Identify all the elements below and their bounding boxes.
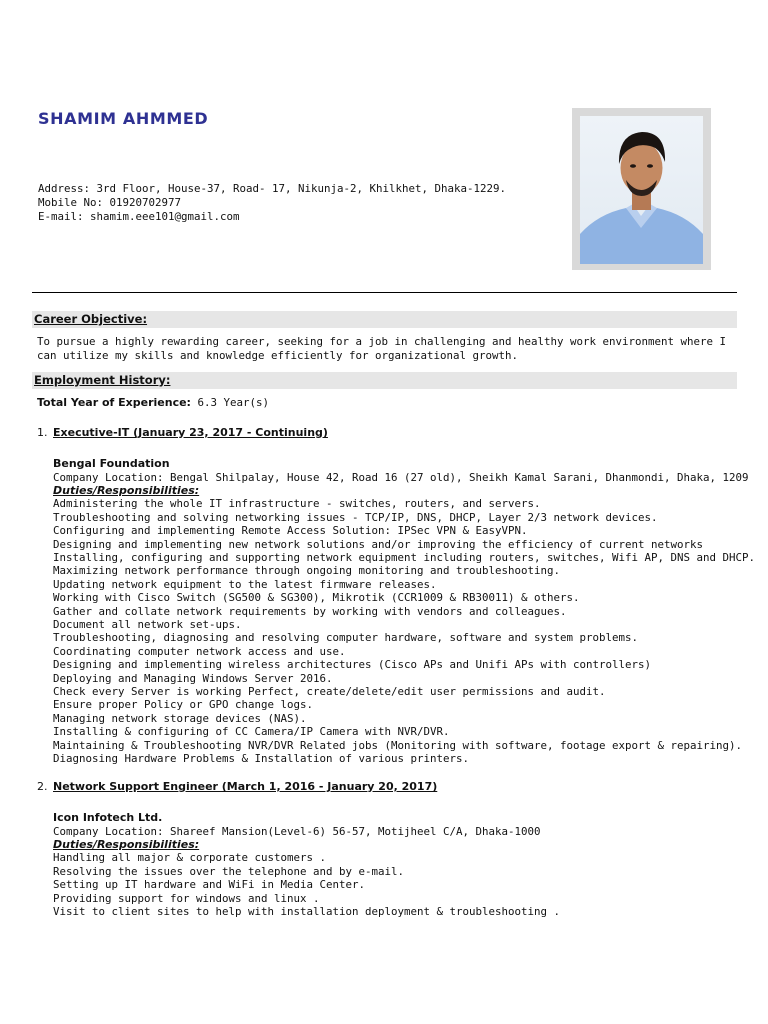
job-title-line — [37, 780, 737, 798]
duty-item: Document all network set-ups. — [53, 617, 242, 631]
company-name: Icon Infotech Ltd. — [53, 811, 163, 824]
duty-item: Check every Server is working Perfect, create/delete/edit user permissions and audit. — [53, 685, 606, 698]
duty-item: Configuring and implementing Remote Access Solution: IPSec VPN & EasyVPN. — [53, 524, 528, 538]
duty-item: Coordinating computer network access and use. — [53, 644, 346, 658]
career-objective-heading — [32, 311, 737, 328]
total-experience-label: Total Year of Experience: — [37, 396, 191, 409]
job-entry — [37, 426, 756, 766]
duty-item: Designing and implementing wireless architectures (Cisco APs and Unifi APs with controllers) — [53, 658, 652, 672]
job-number: 1. — [37, 426, 48, 439]
duty-item: Visit to client sites to help with installation deployment & troubleshooting . — [53, 904, 561, 918]
job-title-line — [37, 426, 737, 444]
total-experience-value: 6.3 Year(s) — [190, 396, 269, 409]
duty-item: Resolving the issues over the telephone and by e-mail. — [53, 864, 405, 878]
candidate-name: SHAMIM AHMMED — [38, 109, 209, 128]
employment-history-heading-text: Employment History: — [34, 373, 171, 387]
job-title: Network Support Engineer (March 1, 2016 - January 20, 2017) — [53, 780, 438, 793]
portrait-illustration — [580, 116, 703, 264]
duty-item: Setting up IT hardware and WiFi in Media Center. — [53, 878, 366, 892]
duty-item: Troubleshooting and solving networking issues - TCP/IP, DNS, DHCP, Layer 2/3 network devices. — [53, 510, 658, 524]
duty-item: Administering the whole IT infrastructure - switches, routers, and servers. — [53, 497, 541, 511]
duty-item: Troubleshooting, diagnosing and resolving computer hardware, software and system problems. — [53, 631, 639, 645]
profile-photo-frame — [572, 108, 711, 270]
employment-history-heading — [32, 372, 737, 389]
email-line: E-mail: shamim.eee101@gmail.com — [38, 210, 240, 223]
duty-item: Maintaining & Troubleshooting NVR/DVR Related jobs (Monitoring with software, footage export & repairing). — [53, 738, 743, 752]
job-number: 2. — [37, 780, 48, 793]
duty-item: Installing, configuring and supporting network equipment including routers, switches, Wifi AP, DNS and DHCP. — [53, 550, 756, 564]
mobile-line: Mobile No: 01920702977 — [38, 196, 182, 209]
career-objective-heading-text: Career Objective: — [34, 312, 148, 326]
job-body — [53, 811, 737, 918]
total-experience — [37, 396, 269, 409]
profile-photo — [580, 116, 703, 264]
duty-item: Installing & configuring of CC Camera/IP Camera with NVR/DVR. — [53, 725, 450, 739]
job-entry — [37, 780, 737, 918]
header-divider — [32, 292, 737, 293]
duty-item: Designing and implementing new network solutions and/or improving the efficiency of current networks — [53, 537, 704, 551]
duty-item: Providing support for windows and linux . — [53, 891, 320, 905]
duty-item: Updating network equipment to the latest firmware releases. — [53, 577, 437, 591]
job-body — [53, 457, 756, 766]
duties-label: Duties/Responsibilities: — [53, 837, 200, 851]
duty-item: Handling all major & corporate customers . — [53, 851, 327, 865]
job-title: Executive-IT (January 23, 2017 - Continuing) — [53, 426, 328, 439]
duty-item: Diagnosing Hardware Problems & Installation of various printers. — [53, 752, 470, 766]
company-location: Company Location: Bengal Shilpalay, House 42, Road 16 (27 old), Sheikh Kamal Sarani, Dhanmondi, Dhaka, 1209 — [53, 470, 749, 484]
duties-label: Duties/Responsibilities: — [53, 483, 200, 497]
career-objective-text: To pursue a highly rewarding career, seeking for a job in challenging and healthy work environment where I can utilize my skills and knowledge efficiently for organizational growth. — [37, 335, 727, 362]
contact-block — [38, 182, 506, 224]
duty-item: Deploying and Managing Windows Server 2016. — [53, 671, 333, 685]
duty-item: Maximizing network performance through ongoing monitoring and troubleshooting. — [53, 564, 561, 578]
company-name: Bengal Foundation — [53, 457, 170, 470]
duty-item: Managing network storage devices (NAS). — [53, 711, 307, 725]
company-location: Company Location: Shareef Mansion(Level-6) 56-57, Motijheel C/A, Dhaka-1000 — [53, 824, 541, 838]
duty-item: Working with Cisco Switch (SG500 & SG300), Mikrotik (CCR1009 & RB30011) & others. — [53, 591, 580, 605]
duty-item: Gather and collate network requirements by working with vendors and colleagues. — [53, 604, 567, 618]
address-line: Address: 3rd Floor, House-37, Road- 17, Nikunja-2, Khilkhet, Dhaka-1229. — [38, 182, 507, 195]
duty-item: Ensure proper Policy or GPO change logs. — [53, 698, 314, 712]
